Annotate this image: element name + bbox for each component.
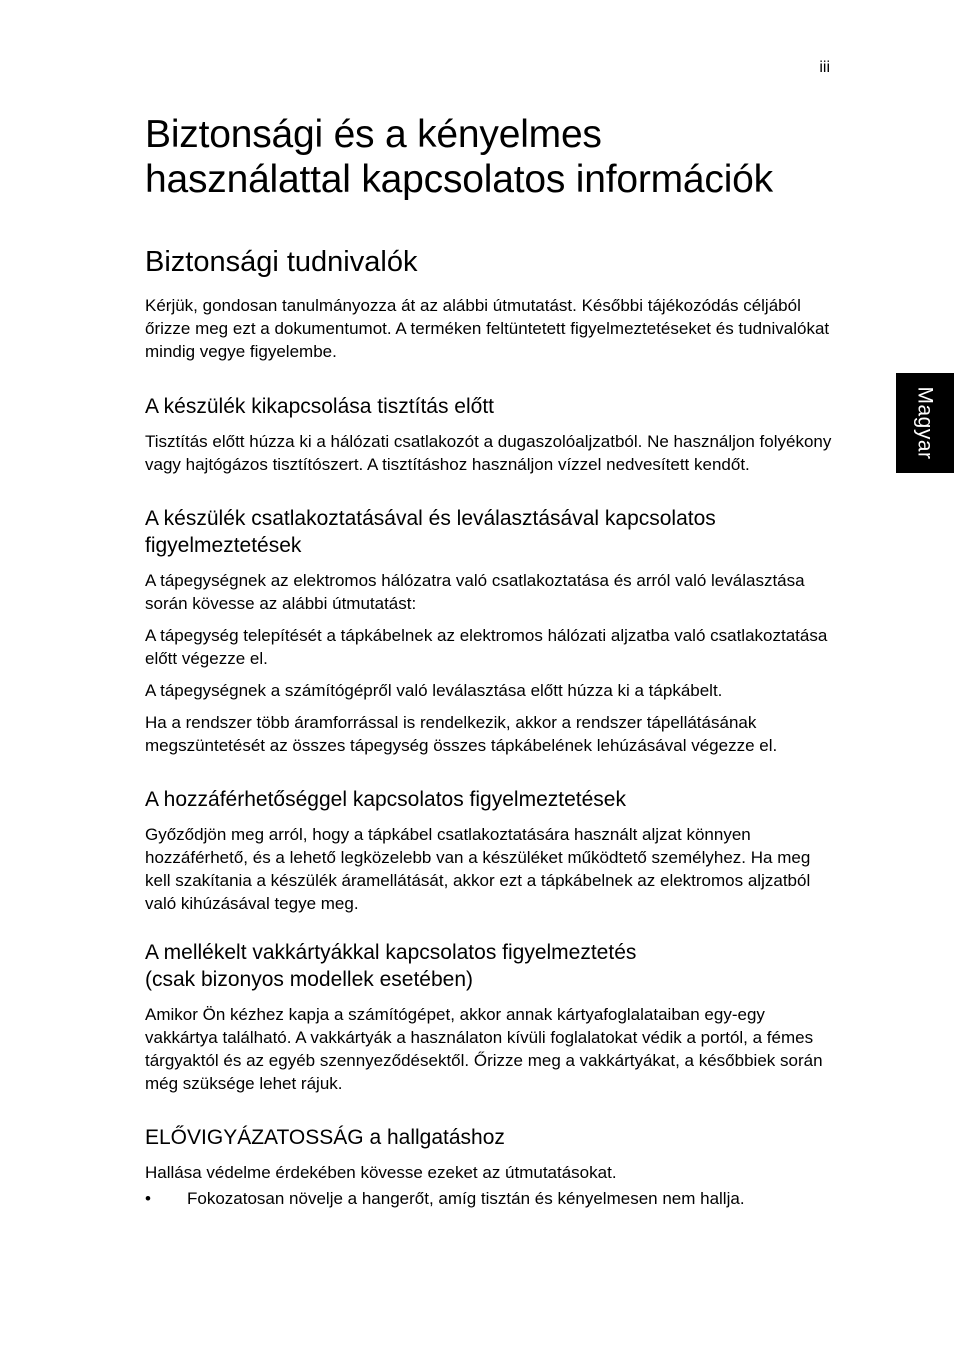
page-number: iii xyxy=(819,59,830,76)
document-title-line-1: Biztonsági és a kényelmes xyxy=(145,113,602,156)
section-connecting-heading-line-2: figyelmeztetések xyxy=(145,534,302,557)
section-connecting-paragraph-4: Ha a rendszer több áramforrással is rendelkezik, akkor a rendszer tápellátásának megszüntetését az összes tápegység összes tápkábelének lehúzásával végezze el. xyxy=(145,713,778,755)
section-cleaning-paragraph: Tisztítás előtt húzza ki a hálózati csatlakozót a dugaszolóaljzatból. Ne használjon folyékony vagy hajtógázos tisztítószert. A tisztításhoz használjon vízzel nedvesített kendőt. xyxy=(145,432,832,474)
document-title xyxy=(145,112,835,202)
section-accessibility-paragraph: Győződjön meg arról, hogy a tápkábel csatlakoztatására használt aljzat könnyen hozzáférhető, és a lehető legközelebb van a készüléket működtető személyhez. Ha meg kell szakítania a készülék áramellátását, akkor ezt a tápkábelnek az elektromos aljzatból való kihúzásával tegye meg. xyxy=(145,825,811,913)
intro-block xyxy=(145,294,835,363)
section-listening-heading: ELŐVIGYÁZATOSSÁG a hallgatáshoz xyxy=(145,1126,505,1149)
listening-bullet-list xyxy=(145,1187,835,1210)
bullet-icon: • xyxy=(145,1189,151,1208)
section-dummy-cards-paragraph: Amikor Ön kézhez kapja a számítógépet, akkor annak kártyafoglalataiban egy-egy vakkártya található. A vakkártyák a használaton kívüli foglalatokat védik a portól, a fémes tárgyaktól és az egyéb szennyeződésektől. Őrizze meg a vakkártyákat, a későbbiek során még szüksége lehet rájuk. xyxy=(145,1005,823,1093)
section-cleaning xyxy=(145,393,835,476)
section-listening-paragraph: Hallása védelme érdekében kövesse ezeket az útmutatásokat. xyxy=(145,1163,617,1182)
page-content xyxy=(145,112,835,1210)
section-accessibility xyxy=(145,786,835,915)
section-listening xyxy=(145,1124,835,1210)
section-dummy-cards-heading xyxy=(145,939,835,993)
list-item xyxy=(145,1187,835,1210)
language-tab xyxy=(896,373,954,473)
section-connecting-heading xyxy=(145,505,835,559)
section-cleaning-heading: A készülék kikapcsolása tisztítás előtt xyxy=(145,395,494,418)
section-dummy-cards-heading-line-2: (csak bizonyos modellek esetében) xyxy=(145,968,474,991)
section-connecting-paragraph-1: A tápegységnek az elektromos hálózatra való csatlakoztatása és arról való leválasztása során kövesse az alábbi útmutatást: xyxy=(145,571,805,613)
intro-paragraph: Kérjük, gondosan tanulmányozza át az alábbi útmutatást. Későbbi tájékozódás céljából őrizze meg ezt a dokumentumot. A terméken feltüntetett figyelmeztetéseket és tudnivalókat mindig vegye figyelembe. xyxy=(145,296,830,361)
section-accessibility-heading: A hozzáférhetőséggel kapcsolatos figyelmeztetések xyxy=(145,788,626,811)
language-tab-label: Magyar xyxy=(914,386,937,460)
section-connecting-paragraph-3: A tápegységnek a számítógépről való leválasztása előtt húzza ki a tápkábelt. xyxy=(145,681,723,700)
section-connecting-heading-line-1: A készülék csatlakoztatásával és leválasztásával kapcsolatos xyxy=(145,507,716,530)
document-title-line-2: használattal kapcsolatos információk xyxy=(145,158,773,201)
section-dummy-cards-heading-line-1: A mellékelt vakkártyákkal kapcsolatos figyelmeztetés xyxy=(145,941,637,964)
section-connecting-paragraph-2: A tápegység telepítését a tápkábelnek az elektromos hálózati aljzatba való csatlakoztatása előtt végezze el. xyxy=(145,626,828,668)
section-dummy-cards xyxy=(145,939,835,1095)
list-item-text: Fokozatosan növelje a hangerőt, amíg tisztán és kényelmesen nem hallja. xyxy=(187,1189,745,1208)
section-connecting xyxy=(145,505,835,757)
section-title: Biztonsági tudnivalók xyxy=(145,246,418,278)
